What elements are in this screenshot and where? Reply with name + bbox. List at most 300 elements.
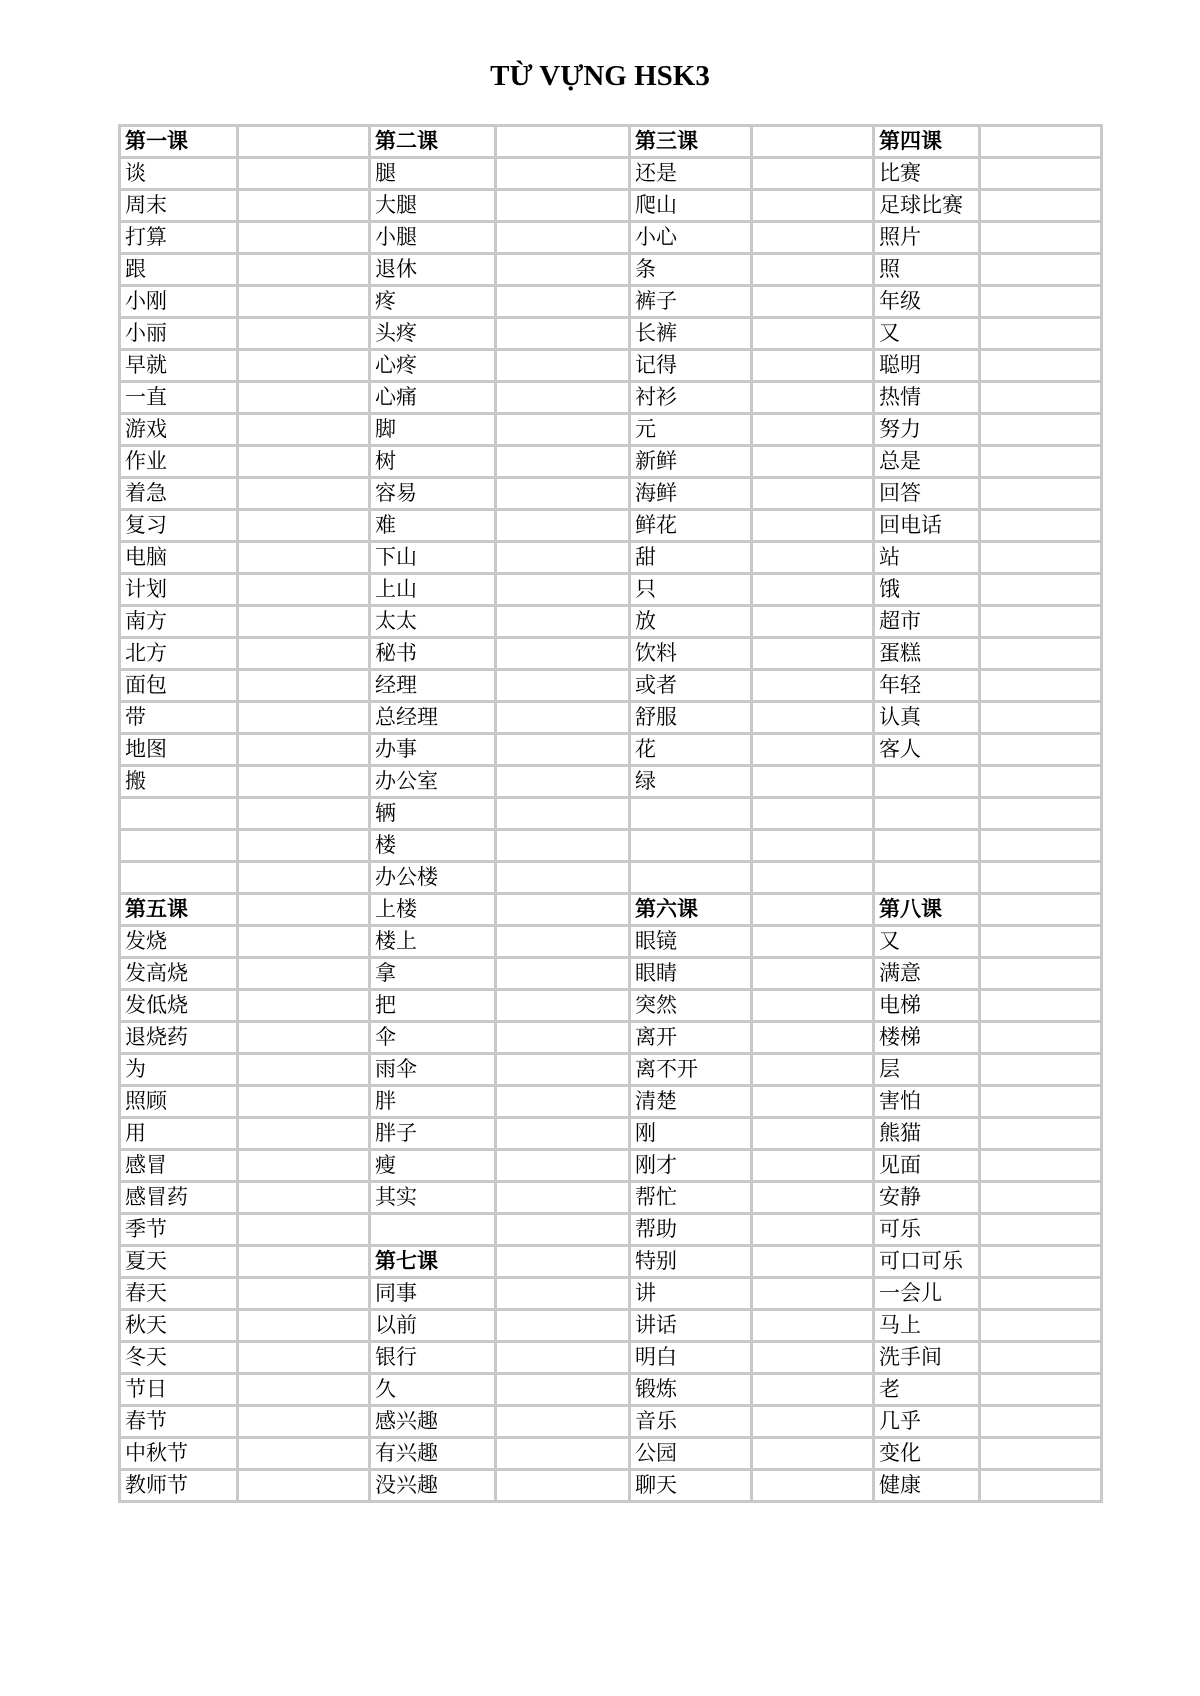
table-row bbox=[120, 926, 1102, 958]
vocab-cell: 以前 bbox=[370, 1310, 496, 1342]
vocab-cell: 拿 bbox=[370, 958, 496, 990]
vocab-cell: 面包 bbox=[120, 670, 238, 702]
vocab-cell: 心痛 bbox=[370, 382, 496, 414]
vocab-cell: 刚 bbox=[630, 1118, 752, 1150]
blank-cell bbox=[752, 830, 874, 862]
blank-cell bbox=[980, 670, 1102, 702]
blank-cell bbox=[238, 446, 370, 478]
blank-cell bbox=[496, 382, 630, 414]
vocab-cell: 小心 bbox=[630, 222, 752, 254]
blank-cell bbox=[496, 1470, 630, 1502]
blank-cell bbox=[980, 1470, 1102, 1502]
blank-cell bbox=[238, 862, 370, 894]
blank-cell bbox=[496, 1182, 630, 1214]
vocab-cell bbox=[630, 798, 752, 830]
blank-cell bbox=[980, 1214, 1102, 1246]
blank-cell bbox=[496, 158, 630, 190]
blank-cell bbox=[496, 1214, 630, 1246]
table-row bbox=[120, 190, 1102, 222]
vocab-cell: 回电话 bbox=[874, 510, 980, 542]
table-row bbox=[120, 1214, 1102, 1246]
table-row bbox=[120, 126, 1102, 158]
vocab-cell: 离不开 bbox=[630, 1054, 752, 1086]
blank-cell bbox=[980, 1406, 1102, 1438]
vocab-cell: 胖 bbox=[370, 1086, 496, 1118]
blank-cell bbox=[238, 414, 370, 446]
blank-cell bbox=[238, 158, 370, 190]
blank-cell bbox=[752, 414, 874, 446]
blank-cell bbox=[980, 638, 1102, 670]
table-row bbox=[120, 446, 1102, 478]
vocab-cell: 小刚 bbox=[120, 286, 238, 318]
vocab-cell: 腿 bbox=[370, 158, 496, 190]
vocab-cell: 电梯 bbox=[874, 990, 980, 1022]
blank-cell bbox=[496, 1022, 630, 1054]
blank-cell bbox=[752, 382, 874, 414]
vocab-cell: 见面 bbox=[874, 1150, 980, 1182]
blank-cell bbox=[238, 318, 370, 350]
blank-cell bbox=[496, 510, 630, 542]
blank-cell bbox=[496, 1278, 630, 1310]
blank-cell bbox=[980, 1118, 1102, 1150]
blank-cell bbox=[496, 1374, 630, 1406]
blank-cell bbox=[752, 670, 874, 702]
vocab-cell: 季节 bbox=[120, 1214, 238, 1246]
blank-cell bbox=[238, 1374, 370, 1406]
vocab-cell: 海鲜 bbox=[630, 478, 752, 510]
table-row bbox=[120, 542, 1102, 574]
blank-cell bbox=[752, 766, 874, 798]
blank-cell bbox=[496, 1150, 630, 1182]
blank-cell bbox=[752, 1118, 874, 1150]
vocab-cell: 还是 bbox=[630, 158, 752, 190]
table-row bbox=[120, 1438, 1102, 1470]
blank-cell bbox=[752, 574, 874, 606]
blank-cell bbox=[496, 1438, 630, 1470]
blank-cell bbox=[752, 638, 874, 670]
blank-cell bbox=[238, 478, 370, 510]
vocab-cell: 雨伞 bbox=[370, 1054, 496, 1086]
table-row bbox=[120, 1374, 1102, 1406]
vocab-cell: 元 bbox=[630, 414, 752, 446]
blank-cell bbox=[238, 1054, 370, 1086]
table-row bbox=[120, 1342, 1102, 1374]
vocab-cell: 眼睛 bbox=[630, 958, 752, 990]
blank-cell bbox=[752, 958, 874, 990]
blank-cell bbox=[752, 1278, 874, 1310]
blank-cell bbox=[752, 1022, 874, 1054]
vocab-cell: 第七课 bbox=[370, 1246, 496, 1278]
blank-cell bbox=[980, 958, 1102, 990]
blank-cell bbox=[496, 606, 630, 638]
vocab-cell: 害怕 bbox=[874, 1086, 980, 1118]
blank-cell bbox=[496, 638, 630, 670]
blank-cell bbox=[752, 1374, 874, 1406]
blank-cell bbox=[238, 1438, 370, 1470]
vocab-cell: 发烧 bbox=[120, 926, 238, 958]
blank-cell bbox=[752, 446, 874, 478]
blank-cell bbox=[496, 1118, 630, 1150]
vocab-cell: 有兴趣 bbox=[370, 1438, 496, 1470]
vocab-cell: 跟 bbox=[120, 254, 238, 286]
vocab-cell: 聪明 bbox=[874, 350, 980, 382]
blank-cell bbox=[496, 478, 630, 510]
blank-cell bbox=[752, 1150, 874, 1182]
blank-cell bbox=[238, 1406, 370, 1438]
vocab-cell: 第二课 bbox=[370, 126, 496, 158]
table-row bbox=[120, 286, 1102, 318]
blank-cell bbox=[496, 702, 630, 734]
table-row bbox=[120, 414, 1102, 446]
blank-cell bbox=[496, 254, 630, 286]
vocab-cell: 变化 bbox=[874, 1438, 980, 1470]
table-row bbox=[120, 1118, 1102, 1150]
table-row bbox=[120, 670, 1102, 702]
vocab-cell: 春节 bbox=[120, 1406, 238, 1438]
blank-cell bbox=[496, 350, 630, 382]
vocab-cell: 小丽 bbox=[120, 318, 238, 350]
blank-cell bbox=[980, 318, 1102, 350]
table-row bbox=[120, 734, 1102, 766]
table-row bbox=[120, 1470, 1102, 1502]
vocab-cell: 健康 bbox=[874, 1470, 980, 1502]
vocab-cell: 地图 bbox=[120, 734, 238, 766]
blank-cell bbox=[752, 1214, 874, 1246]
blank-cell bbox=[238, 1086, 370, 1118]
blank-cell bbox=[496, 318, 630, 350]
vocab-cell: 满意 bbox=[874, 958, 980, 990]
blank-cell bbox=[496, 1246, 630, 1278]
vocab-cell: 公园 bbox=[630, 1438, 752, 1470]
vocab-cell: 马上 bbox=[874, 1310, 980, 1342]
table-row bbox=[120, 318, 1102, 350]
blank-cell bbox=[238, 1150, 370, 1182]
vocab-cell: 秋天 bbox=[120, 1310, 238, 1342]
vocab-cell: 总是 bbox=[874, 446, 980, 478]
vocab-cell: 认真 bbox=[874, 702, 980, 734]
table-row bbox=[120, 254, 1102, 286]
table-row bbox=[120, 958, 1102, 990]
blank-cell bbox=[980, 1310, 1102, 1342]
blank-cell bbox=[752, 1342, 874, 1374]
blank-cell bbox=[752, 510, 874, 542]
blank-cell bbox=[752, 478, 874, 510]
blank-cell bbox=[752, 350, 874, 382]
blank-cell bbox=[496, 1310, 630, 1342]
table-row bbox=[120, 350, 1102, 382]
blank-cell bbox=[238, 1022, 370, 1054]
blank-cell bbox=[496, 894, 630, 926]
vocab-cell bbox=[120, 798, 238, 830]
table-row bbox=[120, 510, 1102, 542]
blank-cell bbox=[238, 990, 370, 1022]
vocab-cell: 搬 bbox=[120, 766, 238, 798]
vocab-cell: 瘦 bbox=[370, 1150, 496, 1182]
blank-cell bbox=[238, 1118, 370, 1150]
table-row bbox=[120, 574, 1102, 606]
blank-cell bbox=[238, 958, 370, 990]
blank-cell bbox=[496, 670, 630, 702]
blank-cell bbox=[496, 766, 630, 798]
vocab-cell: 打算 bbox=[120, 222, 238, 254]
vocab-cell: 游戏 bbox=[120, 414, 238, 446]
vocab-cell: 老 bbox=[874, 1374, 980, 1406]
table-row bbox=[120, 222, 1102, 254]
blank-cell bbox=[238, 1214, 370, 1246]
blank-cell bbox=[496, 286, 630, 318]
blank-cell bbox=[752, 894, 874, 926]
table-row bbox=[120, 830, 1102, 862]
blank-cell bbox=[980, 862, 1102, 894]
blank-cell bbox=[980, 1374, 1102, 1406]
vocab-cell: 回答 bbox=[874, 478, 980, 510]
blank-cell bbox=[752, 126, 874, 158]
vocab-cell: 辆 bbox=[370, 798, 496, 830]
blank-cell bbox=[496, 126, 630, 158]
vocab-cell: 几乎 bbox=[874, 1406, 980, 1438]
vocab-cell: 发高烧 bbox=[120, 958, 238, 990]
table-row bbox=[120, 1054, 1102, 1086]
table-row bbox=[120, 862, 1102, 894]
blank-cell bbox=[752, 286, 874, 318]
blank-cell bbox=[752, 190, 874, 222]
vocab-cell: 没兴趣 bbox=[370, 1470, 496, 1502]
blank-cell bbox=[238, 222, 370, 254]
vocab-cell: 裤子 bbox=[630, 286, 752, 318]
blank-cell bbox=[238, 1278, 370, 1310]
vocab-cell: 节日 bbox=[120, 1374, 238, 1406]
vocab-cell: 锻炼 bbox=[630, 1374, 752, 1406]
vocab-cell: 突然 bbox=[630, 990, 752, 1022]
vocab-cell bbox=[874, 830, 980, 862]
table-row bbox=[120, 1086, 1102, 1118]
vocab-cell: 着急 bbox=[120, 478, 238, 510]
blank-cell bbox=[752, 158, 874, 190]
vocab-cell: 胖子 bbox=[370, 1118, 496, 1150]
vocab-cell: 太太 bbox=[370, 606, 496, 638]
vocab-cell: 带 bbox=[120, 702, 238, 734]
blank-cell bbox=[238, 1470, 370, 1502]
vocab-cell: 为 bbox=[120, 1054, 238, 1086]
blank-cell bbox=[980, 1278, 1102, 1310]
vocab-cell: 周末 bbox=[120, 190, 238, 222]
vocab-cell: 离开 bbox=[630, 1022, 752, 1054]
blank-cell bbox=[980, 190, 1102, 222]
blank-cell bbox=[496, 222, 630, 254]
vocab-cell: 作业 bbox=[120, 446, 238, 478]
blank-cell bbox=[496, 414, 630, 446]
vocab-cell: 夏天 bbox=[120, 1246, 238, 1278]
blank-cell bbox=[980, 926, 1102, 958]
blank-cell bbox=[238, 542, 370, 574]
blank-cell bbox=[752, 1310, 874, 1342]
table-row bbox=[120, 1182, 1102, 1214]
vocab-cell: 清楚 bbox=[630, 1086, 752, 1118]
vocab-cell: 年级 bbox=[874, 286, 980, 318]
vocab-cell: 冬天 bbox=[120, 1342, 238, 1374]
vocab-cell: 特别 bbox=[630, 1246, 752, 1278]
blank-cell bbox=[752, 1182, 874, 1214]
blank-cell bbox=[980, 1022, 1102, 1054]
vocab-cell bbox=[370, 1214, 496, 1246]
blank-cell bbox=[496, 446, 630, 478]
vocab-cell: 可乐 bbox=[874, 1214, 980, 1246]
blank-cell bbox=[496, 1406, 630, 1438]
vocab-cell: 北方 bbox=[120, 638, 238, 670]
vocab-cell bbox=[630, 830, 752, 862]
table-row bbox=[120, 1278, 1102, 1310]
blank-cell bbox=[752, 702, 874, 734]
blank-cell bbox=[496, 958, 630, 990]
blank-cell bbox=[238, 734, 370, 766]
blank-cell bbox=[238, 350, 370, 382]
table-row bbox=[120, 894, 1102, 926]
vocab-cell: 长裤 bbox=[630, 318, 752, 350]
vocab-cell: 甜 bbox=[630, 542, 752, 574]
blank-cell bbox=[496, 862, 630, 894]
vocab-cell: 春天 bbox=[120, 1278, 238, 1310]
vocab-cell: 爬山 bbox=[630, 190, 752, 222]
blank-cell bbox=[980, 766, 1102, 798]
vocab-cell: 第六课 bbox=[630, 894, 752, 926]
blank-cell bbox=[496, 542, 630, 574]
vocab-cell: 用 bbox=[120, 1118, 238, 1150]
vocab-cell: 上山 bbox=[370, 574, 496, 606]
vocab-cell: 电脑 bbox=[120, 542, 238, 574]
blank-cell bbox=[980, 1438, 1102, 1470]
blank-cell bbox=[980, 1182, 1102, 1214]
vocab-cell: 伞 bbox=[370, 1022, 496, 1054]
vocab-cell: 熊猫 bbox=[874, 1118, 980, 1150]
vocab-cell: 又 bbox=[874, 318, 980, 350]
table-row bbox=[120, 702, 1102, 734]
vocab-cell: 第四课 bbox=[874, 126, 980, 158]
blank-cell bbox=[496, 798, 630, 830]
blank-cell bbox=[980, 446, 1102, 478]
vocab-cell: 超市 bbox=[874, 606, 980, 638]
blank-cell bbox=[980, 542, 1102, 574]
vocab-cell: 照顾 bbox=[120, 1086, 238, 1118]
blank-cell bbox=[980, 414, 1102, 446]
blank-cell bbox=[980, 382, 1102, 414]
blank-cell bbox=[752, 926, 874, 958]
blank-cell bbox=[752, 798, 874, 830]
vocab-cell: 树 bbox=[370, 446, 496, 478]
blank-cell bbox=[496, 1342, 630, 1374]
blank-cell bbox=[238, 702, 370, 734]
vocab-cell: 退烧药 bbox=[120, 1022, 238, 1054]
blank-cell bbox=[238, 830, 370, 862]
vocab-cell: 帮助 bbox=[630, 1214, 752, 1246]
blank-cell bbox=[980, 1342, 1102, 1374]
table-row bbox=[120, 606, 1102, 638]
vocab-cell: 明白 bbox=[630, 1342, 752, 1374]
table-row bbox=[120, 798, 1102, 830]
blank-cell bbox=[980, 1054, 1102, 1086]
blank-cell bbox=[238, 126, 370, 158]
blank-cell bbox=[496, 190, 630, 222]
vocab-cell: 中秋节 bbox=[120, 1438, 238, 1470]
vocab-cell bbox=[120, 862, 238, 894]
blank-cell bbox=[496, 574, 630, 606]
vocab-cell: 楼梯 bbox=[874, 1022, 980, 1054]
vocab-cell: 年轻 bbox=[874, 670, 980, 702]
blank-cell bbox=[238, 510, 370, 542]
vocab-cell: 眼镜 bbox=[630, 926, 752, 958]
table-row bbox=[120, 1246, 1102, 1278]
vocabulary-table-body bbox=[120, 126, 1102, 1502]
blank-cell bbox=[980, 126, 1102, 158]
vocabulary-table bbox=[118, 124, 1103, 1503]
blank-cell bbox=[752, 542, 874, 574]
blank-cell bbox=[752, 606, 874, 638]
vocab-cell: 刚才 bbox=[630, 1150, 752, 1182]
blank-cell bbox=[980, 990, 1102, 1022]
blank-cell bbox=[238, 1342, 370, 1374]
vocab-cell: 音乐 bbox=[630, 1406, 752, 1438]
vocab-cell: 舒服 bbox=[630, 702, 752, 734]
vocab-cell bbox=[120, 830, 238, 862]
vocab-cell: 努力 bbox=[874, 414, 980, 446]
vocab-cell: 只 bbox=[630, 574, 752, 606]
table-row bbox=[120, 1310, 1102, 1342]
blank-cell bbox=[980, 830, 1102, 862]
vocab-cell: 办公室 bbox=[370, 766, 496, 798]
vocab-cell: 难 bbox=[370, 510, 496, 542]
vocab-cell: 头疼 bbox=[370, 318, 496, 350]
blank-cell bbox=[980, 702, 1102, 734]
vocab-cell: 同事 bbox=[370, 1278, 496, 1310]
blank-cell bbox=[752, 734, 874, 766]
blank-cell bbox=[238, 1182, 370, 1214]
vocab-cell: 客人 bbox=[874, 734, 980, 766]
vocab-cell: 第三课 bbox=[630, 126, 752, 158]
vocab-cell: 其实 bbox=[370, 1182, 496, 1214]
vocab-cell: 把 bbox=[370, 990, 496, 1022]
vocab-cell: 可口可乐 bbox=[874, 1246, 980, 1278]
blank-cell bbox=[980, 254, 1102, 286]
vocab-cell: 计划 bbox=[120, 574, 238, 606]
vocab-cell bbox=[874, 862, 980, 894]
vocab-cell: 又 bbox=[874, 926, 980, 958]
blank-cell bbox=[980, 510, 1102, 542]
vocab-cell: 一会儿 bbox=[874, 1278, 980, 1310]
vocab-cell: 热情 bbox=[874, 382, 980, 414]
vocab-cell: 放 bbox=[630, 606, 752, 638]
vocab-cell: 第一课 bbox=[120, 126, 238, 158]
blank-cell bbox=[752, 318, 874, 350]
blank-cell bbox=[238, 638, 370, 670]
vocab-cell: 感冒药 bbox=[120, 1182, 238, 1214]
vocab-cell: 银行 bbox=[370, 1342, 496, 1374]
vocab-cell: 饿 bbox=[874, 574, 980, 606]
table-row bbox=[120, 638, 1102, 670]
blank-cell bbox=[238, 574, 370, 606]
table-row bbox=[120, 478, 1102, 510]
blank-cell bbox=[980, 1086, 1102, 1118]
vocab-cell: 大腿 bbox=[370, 190, 496, 222]
vocab-cell: 发低烧 bbox=[120, 990, 238, 1022]
vocab-cell: 退休 bbox=[370, 254, 496, 286]
vocab-cell: 疼 bbox=[370, 286, 496, 318]
blank-cell bbox=[496, 830, 630, 862]
blank-cell bbox=[238, 254, 370, 286]
vocab-cell: 记得 bbox=[630, 350, 752, 382]
vocab-cell: 足球比赛 bbox=[874, 190, 980, 222]
blank-cell bbox=[980, 1150, 1102, 1182]
vocab-cell bbox=[874, 766, 980, 798]
blank-cell bbox=[238, 286, 370, 318]
